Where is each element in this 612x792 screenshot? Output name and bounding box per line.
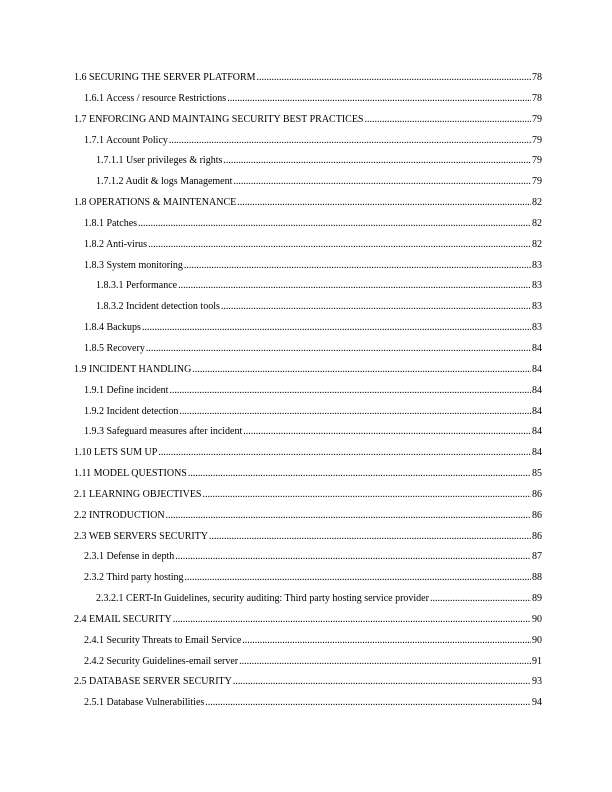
toc-entry[interactable] [0, 402, 612, 423]
toc-entry[interactable] [0, 131, 612, 152]
toc-entry-title: 1.9.1 Define incident [84, 384, 169, 396]
toc-entry-row [96, 297, 542, 318]
toc-page-number: 89 [532, 593, 542, 605]
toc-page-number: 86 [532, 509, 542, 521]
toc-page-number: 82 [532, 197, 542, 209]
toc-entry[interactable] [0, 151, 612, 172]
toc-entry[interactable] [0, 610, 612, 631]
toc-entry-title: 1.8.2 Anti-virus [84, 238, 148, 250]
toc-page-number: 88 [532, 572, 542, 584]
toc-entry[interactable] [0, 339, 612, 360]
toc-dot-leader [148, 235, 531, 256]
toc-entry[interactable] [0, 172, 612, 193]
toc-entry[interactable] [0, 631, 612, 652]
toc-entry-title: 2.3.1 Defense in depth [84, 551, 175, 563]
toc-dot-leader [138, 214, 531, 235]
toc-page-number: 83 [532, 301, 542, 313]
toc-entry[interactable] [0, 214, 612, 235]
toc-entry-title: 1.8.5 Recovery [84, 342, 145, 354]
toc-entry-title: 1.9 INCIDENT HANDLING [74, 363, 192, 375]
toc-dot-leader [146, 339, 531, 360]
toc-entry[interactable] [0, 318, 612, 339]
toc-page-number: 84 [532, 384, 542, 396]
toc-entry-row [84, 256, 542, 277]
toc-dot-leader [430, 589, 531, 610]
toc-entry-row [74, 485, 542, 506]
toc-dot-leader [184, 256, 531, 277]
toc-entry-title: 1.7.1.2 Audit & logs Management [96, 176, 233, 188]
toc-dot-leader [239, 652, 531, 673]
toc-dot-leader [205, 693, 531, 714]
toc-dot-leader [243, 422, 531, 443]
toc-dot-leader [173, 610, 531, 631]
toc-dot-leader [223, 151, 531, 172]
toc-entry-row [84, 318, 542, 339]
toc-page-number: 79 [532, 134, 542, 146]
toc-entry-row [96, 151, 542, 172]
toc-dot-leader [227, 89, 531, 110]
toc-entry-row [84, 693, 542, 714]
toc-entry-title: 1.10 LETS SUM UP [74, 447, 158, 459]
toc-entry-title: 2.4 EMAIL SECURITY [74, 613, 172, 625]
toc-entry[interactable] [0, 256, 612, 277]
toc-entry[interactable] [0, 193, 612, 214]
toc-entry-title: 1.8.4 Backups [84, 322, 141, 334]
toc-entry-row [84, 422, 542, 443]
toc-entry-title: 1.8.3.2 Incident detection tools [96, 301, 220, 313]
toc-entry-row [96, 172, 542, 193]
toc-entry[interactable] [0, 235, 612, 256]
toc-page-number: 78 [532, 72, 542, 83]
toc-entry-title: 1.6 SECURING THE SERVER PLATFORM [74, 72, 256, 83]
toc-dot-leader [221, 297, 531, 318]
toc-page-number: 90 [532, 613, 542, 625]
toc-entry-row [74, 506, 542, 527]
toc-entry-row [74, 110, 542, 131]
toc-page-number: 84 [532, 447, 542, 459]
toc-dot-leader [142, 318, 531, 339]
toc-page-number: 78 [532, 92, 542, 104]
toc-dot-leader [203, 485, 532, 506]
toc-entry-row [84, 402, 542, 423]
toc-page-number: 87 [532, 551, 542, 563]
toc-dot-leader [192, 360, 531, 381]
toc-entry-title: 2.4.2 Security Guidelines-email server [84, 655, 239, 667]
toc-entry-row [84, 89, 542, 110]
toc-entry-row [84, 339, 542, 360]
toc-entry-title: 1.6.1 Access / resource Restrictions [84, 92, 227, 104]
toc-page-number: 82 [532, 217, 542, 229]
toc-entry-title: 2.2 INTRODUCTION [74, 509, 165, 521]
toc-dot-leader [242, 631, 531, 652]
toc-entry[interactable] [0, 68, 612, 89]
toc-entry-title: 2.3.2.1 CERT-In Guidelines, security auditing: Third party hosting service provider [96, 593, 429, 605]
toc-entry-title: 2.4.1 Security Threats to Email Service [84, 634, 242, 646]
toc-dot-leader [257, 68, 531, 89]
toc-entry-title: 2.5.1 Database Vulnerabilities [84, 697, 205, 709]
toc-entry-title: 1.9.3 Safeguard measures after incident [84, 426, 243, 438]
toc-entry-row [74, 443, 542, 464]
table-of-contents [0, 68, 612, 714]
toc-page-number: 93 [532, 676, 542, 688]
toc-entry-title: 1.9.2 Incident detection [84, 405, 179, 417]
toc-entry-row [84, 652, 542, 673]
toc-dot-leader [178, 276, 531, 297]
toc-entry-row [74, 672, 542, 693]
toc-dot-leader [166, 506, 531, 527]
toc-page-number: 84 [532, 426, 542, 438]
toc-entry-title: 1.8.3 System monitoring [84, 259, 183, 271]
toc-dot-leader [188, 464, 531, 485]
toc-dot-leader [179, 402, 531, 423]
toc-page-number: 84 [532, 405, 542, 417]
toc-entry[interactable] [0, 589, 612, 610]
toc-entry[interactable] [0, 547, 612, 568]
toc-entry[interactable] [0, 693, 612, 714]
toc-dot-leader [169, 381, 531, 402]
toc-entry[interactable] [0, 297, 612, 318]
toc-entry[interactable] [0, 381, 612, 402]
toc-page-number: 85 [532, 468, 542, 480]
toc-page-number: 79 [532, 155, 542, 167]
toc-entry-title: 1.8 OPERATIONS & MAINTENANCE [74, 197, 237, 209]
toc-entry-row [74, 193, 542, 214]
toc-entry[interactable] [0, 652, 612, 673]
toc-page-number: 82 [532, 238, 542, 250]
toc-entry-row [84, 547, 542, 568]
toc-entry-row [74, 527, 542, 548]
toc-page-number: 86 [532, 530, 542, 542]
toc-page-number: 79 [532, 176, 542, 188]
toc-entry-row [74, 464, 542, 485]
toc-dot-leader [233, 172, 531, 193]
toc-entry-title: 1.8.3.1 Performance [96, 280, 178, 292]
toc-page-number: 86 [532, 488, 542, 500]
toc-entry-title: 1.11 MODEL QUESTIONS [74, 468, 187, 480]
toc-page-number: 94 [532, 697, 542, 709]
toc-entry[interactable] [0, 110, 612, 131]
toc-entry[interactable] [0, 276, 612, 297]
toc-entry[interactable] [0, 360, 612, 381]
toc-page-number: 84 [532, 363, 542, 375]
toc-entry-row [74, 68, 542, 89]
toc-dot-leader [158, 443, 531, 464]
toc-entry-title: 2.5 DATABASE SERVER SECURITY [74, 676, 232, 688]
toc-entry-title: 1.8.1 Patches [84, 217, 138, 229]
toc-entry-title: 1.7.1 Account Policy [84, 134, 168, 146]
toc-dot-leader [169, 131, 531, 152]
toc-dot-leader [365, 110, 532, 131]
toc-entry-row [84, 568, 542, 589]
toc-dot-leader [175, 547, 531, 568]
toc-dot-leader [185, 568, 531, 589]
toc-entry-title: 2.1 LEARNING OBJECTIVES [74, 488, 202, 500]
toc-dot-leader [237, 193, 531, 214]
toc-entry[interactable] [0, 89, 612, 110]
toc-entry-row [74, 360, 542, 381]
toc-entry-title: 2.3 WEB SERVERS SECURITY [74, 530, 209, 542]
toc-page-number: 84 [532, 342, 542, 354]
toc-entry-row [84, 214, 542, 235]
toc-page-number: 83 [532, 259, 542, 271]
toc-entry-row [84, 131, 542, 152]
toc-entry-row [84, 381, 542, 402]
toc-dot-leader [209, 527, 531, 548]
toc-entry-title: 2.3.2 Third party hosting [84, 572, 184, 584]
toc-entry[interactable] [0, 506, 612, 527]
toc-page-number: 83 [532, 322, 542, 334]
toc-entry-row [84, 235, 542, 256]
toc-entry[interactable] [0, 527, 612, 548]
toc-entry[interactable] [0, 464, 612, 485]
toc-entry[interactable] [0, 485, 612, 506]
toc-page-number: 83 [532, 280, 542, 292]
toc-entry-row [74, 610, 542, 631]
toc-dot-leader [233, 672, 531, 693]
toc-page-number: 91 [532, 655, 542, 667]
toc-entry-title: 1.7 ENFORCING AND MAINTAING SECURITY BEST PRACTICES [74, 113, 364, 125]
toc-entry[interactable] [0, 443, 612, 464]
toc-entry-row [84, 631, 542, 652]
toc-page-number: 90 [532, 634, 542, 646]
toc-entry[interactable] [0, 568, 612, 589]
toc-entry[interactable] [0, 422, 612, 443]
toc-entry[interactable] [0, 672, 612, 693]
toc-entry-row [96, 276, 542, 297]
toc-entry-title: 1.7.1.1 User privileges & rights [96, 155, 223, 167]
toc-page-number: 79 [532, 113, 542, 125]
toc-entry-row [96, 589, 542, 610]
